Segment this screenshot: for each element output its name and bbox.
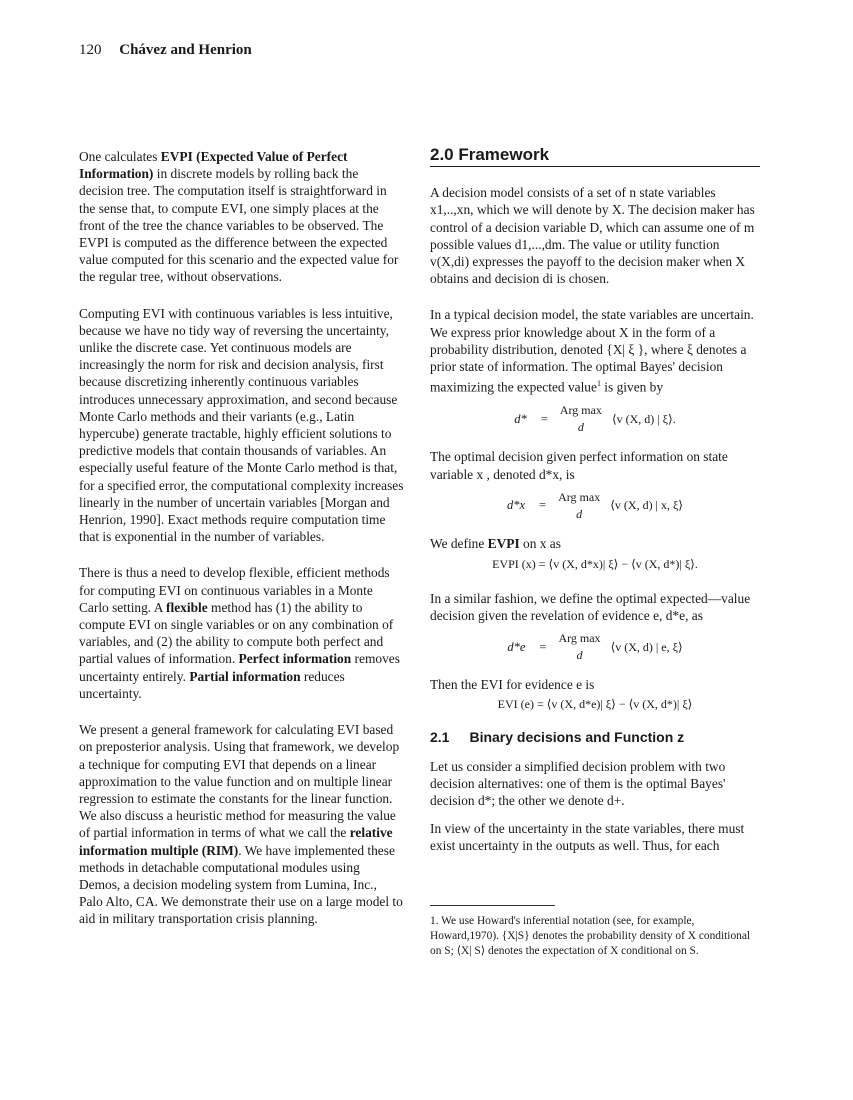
equals-sign: = (539, 639, 547, 654)
bold-term: relative information multiple (RIM) (79, 825, 393, 858)
subsection-title: Binary decisions and Function z (469, 728, 685, 745)
running-title: Chávez and Henrion (119, 42, 252, 58)
paragraph-decision-model: A decision model consists of a set of n state variables x1,..,xn, which we will denote by X. The decision maker has control of a decision variable D, which can assume one of m possible values d1,...,dm. The value or utility function v(X,di) expresses the payoff to the decision maker when X obtains and decision di is chosen. (430, 185, 755, 287)
text-run: . We have implemented these methods in detachable computational modules using Demos, a decision modeling system from Lumina, Inc., Palo Alto, CA. We demonstrate their use on a large model to aid in military transportation crisis planning. (79, 842, 403, 927)
right-column (430, 146, 760, 873)
subsection-number: 2.1 (430, 728, 450, 745)
equals-sign: = (540, 411, 548, 426)
equation-body: ⟨v (X, d) | x, ξ⟩ (610, 498, 683, 513)
paragraph-flexible-methods (79, 564, 404, 702)
subsection-heading-binary-decisions (430, 729, 760, 746)
bold-term: flexible (166, 599, 208, 615)
argmax-operator: Arg max d (559, 402, 602, 435)
equation-evidence-decision (430, 630, 760, 664)
footnote-inferential-notation: 1. We use Howard's inferential notation (see, for example, Howard,1970). {X|S} denotes the probability density of X conditional on S; ⟨X| S⟩ denotes the expectation of X conditional on S. (430, 915, 751, 957)
argmax-operator: Arg max d (558, 630, 601, 663)
equation-perfect-info-decision (430, 489, 760, 523)
bold-term: EVPI (Expected Value of Perfect Information) (79, 149, 348, 182)
equation-lhs: d*e (507, 639, 526, 654)
argmax-operator: Arg max d (558, 489, 601, 521)
paragraph-continuous-evi (79, 305, 404, 546)
left-column (79, 148, 404, 947)
text-run: We present a general framework for calculating EVI based on preposterior analysis. Using that framework, we develop a technique for computing EVI that depends on a linear approximation to the value function and on multiple linear regression to estimate the constants for the linear function. We also discuss a heuristic method for measuring the value of partial information in terms of what we call the (79, 722, 400, 841)
paragraph-evi-evidence: Then the EVI for evidence e is (430, 677, 595, 693)
equation-body: ⟨v (X, d) | ξ⟩. (611, 411, 676, 426)
paragraph-perfect-information: The optimal decision given perfect information on state variable x , denoted d*x, is (430, 449, 728, 482)
intro-paragraph-evpi (79, 148, 404, 286)
paragraph-framework-overview (79, 721, 404, 927)
paragraph-define-evpi: We define EVPI on x as (430, 536, 561, 552)
bold-term: Perfect information (238, 651, 352, 667)
text-run: reduces uncertainty. (79, 668, 345, 701)
equation-lhs: d*x (506, 498, 526, 513)
paragraph-output-uncertainty: In view of the uncertainty in the state variables, there must exist uncertainty in the outputs as well. Thus, for each (430, 820, 745, 853)
text-run: in discrete models by rolling back the decision tree. The computation itself is straightforward in the sense that, to compute EVI, one simply places at the front of the tree the chance variables to be observed. The EVPI is computed as the difference between the expected value computed for this scenario and the expected value for the regular tree, without observations. (79, 166, 399, 285)
equation-body: ⟨v (X, d) | e, ξ⟩ (610, 639, 683, 654)
bold-term: Partial information (189, 668, 301, 684)
section-heading-framework: 2.0 Framework (430, 146, 760, 167)
footnote-divider (430, 905, 555, 906)
paragraph-state-variables: In a typical decision model, the state variables are uncertain. We express prior knowledge about X in the form of a probability distribution, denoted {X| ξ }, where ξ denotes a prior state of information. The optimal Bayes' decision maximizing the expected value$^1$ is given by (430, 307, 754, 395)
equation-optimal-decision (430, 402, 760, 436)
page-number: 120 (79, 42, 102, 58)
equals-sign: = (539, 498, 547, 513)
equation-lhs: d* (514, 411, 527, 426)
page-header (79, 42, 252, 59)
equation-evpi: EVPI (x) = ⟨v (X, d*x)| ξ⟩ − ⟨v (X, d*)| ξ⟩. (492, 557, 698, 572)
paragraph-binary-decision: Let us consider a simplified decision problem with two decision alternatives: one of them is the optimal Bayes' decision d*; the other we denote d+. (430, 758, 726, 809)
paragraph-evidence-decision: In a similar fashion, we define the optimal expected—value decision given the revelation of evidence e, d*e, as (430, 590, 751, 623)
text-run: Computing EVI with continuous variables is less intuitive, because we have no tidy way of reversing the uncertainty, unlike the discrete case. Yet continuous models are increasingly the norm for risk and decision analysis, first because discretizing inherently continuous variables introduces unnecessary approximation, and second because Monte Carlo methods and their variants (e.g., Latin hypercube) generate tractable, highly efficient solutions to predictive models that contain thousands of variables. An especially useful feature of the Monte Carlo method is that, for a specified error, the computational complexity increases linearly in the number of uncertain variables [Morgan and Henrion, 1990]. Exact methods require computation time that is exponential in the number of variables. (79, 305, 404, 545)
text-run: removes uncertainty entirely. (79, 651, 400, 684)
text-run: There is thus a need to develop flexible, efficient methods for computing EVI on continuous variables in a Monte Carlo setting. A (79, 565, 390, 615)
text-run: method has (1) the ability to compute EVI on single variables or on any combination of variables, and (2) the ability to compute both perfect and partial values of information. (79, 599, 394, 667)
text-run: One calculates (79, 149, 161, 164)
equation-evi: EVI (e) = ⟨v (X, d*e)| ξ⟩ − ⟨v (X, d*)| ξ⟩ (497, 696, 693, 711)
